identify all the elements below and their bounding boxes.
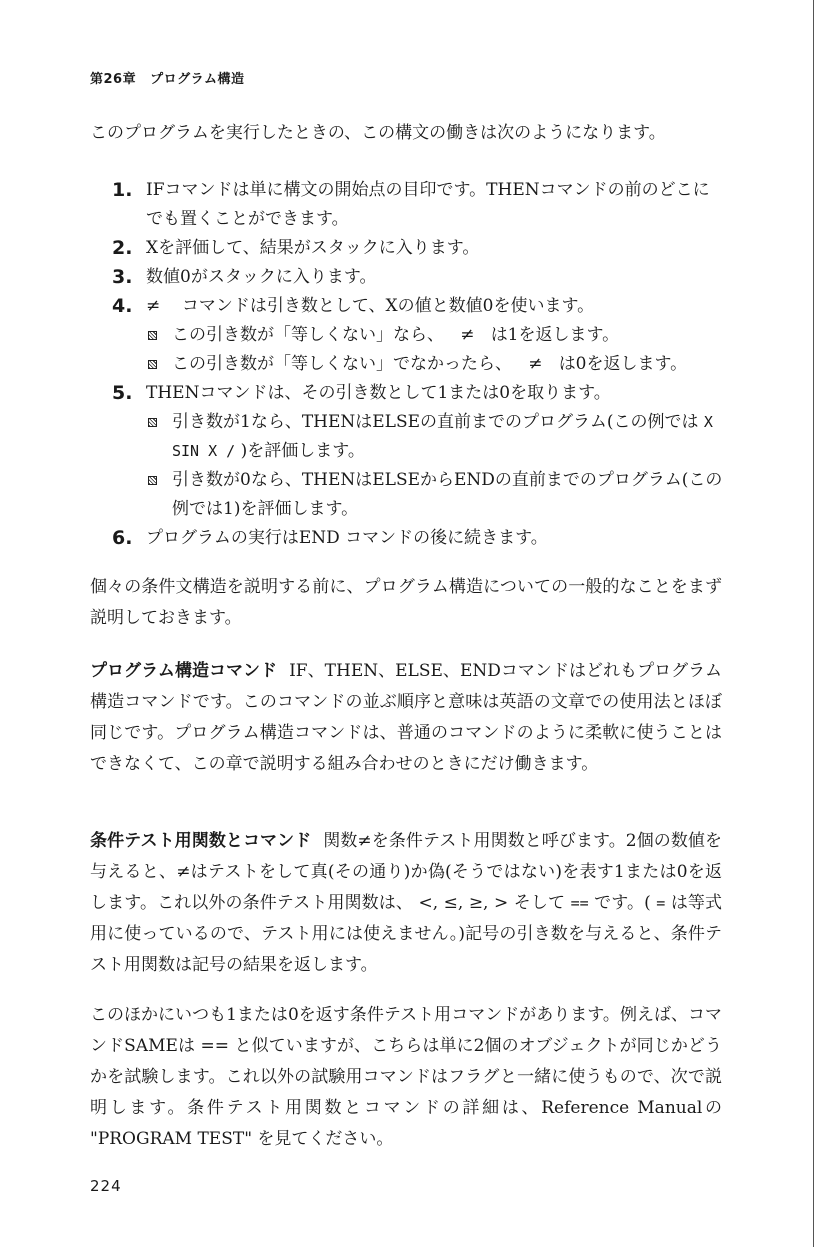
- conditional-text: は等式用に使っているので、テスト用には使えません。)記号の引き数を与えると、条件テスト用関数は記号の結果を返します。: [90, 893, 723, 975]
- bullet-icon: [148, 360, 157, 369]
- conditional-text: です。(: [594, 893, 651, 913]
- sub-item: [146, 350, 724, 379]
- step-text: 数値0がスタックに入ります。: [146, 267, 377, 287]
- step-text: THENコマンドは、その引き数として1または0を取ります。: [146, 383, 611, 403]
- step-text: Xを評価して、結果がスタックに入ります。: [146, 238, 480, 258]
- other-paragraph: このほかにいつも1または0を返す条件テスト用コマンドがあります。例えば、コマンドSAMEは == と似ていますが、こちらは単に2個のオブジェクトが同じかどうかを試験します。これ以外の試験用コマンドはフラグと一緒に使うもので、次で説明します。条件テスト用関数とコマンドの詳細は、Reference Manualの "PROGRAM TEST" を見てください。: [90, 1005, 722, 1149]
- conditional-text: そして: [513, 893, 566, 913]
- program-code: X SIN X ∕: [172, 413, 713, 460]
- general-paragraph: 個々の条件文構造を説明する前に、プログラム構造についての一般的なことをまず説明しておきます。: [90, 577, 722, 628]
- step-item: [112, 234, 724, 263]
- intro-paragraph: このプログラムを実行したときの、この構文の働きは次のようになります。: [90, 123, 666, 143]
- bullet-icon: [148, 476, 157, 485]
- step-item: [112, 379, 724, 524]
- step-text: コマンドは引き数として、Xの値と数値0を使います。: [181, 296, 595, 316]
- assignment-operator: =: [656, 894, 666, 912]
- step-number: 1.: [112, 179, 133, 201]
- chapter-title: プログラム構造: [150, 72, 245, 87]
- sub-item: [146, 321, 724, 350]
- conditional-heading: 条件テスト用関数とコマンド: [90, 831, 312, 851]
- bullet-icon: [148, 418, 157, 427]
- conditional-operators: <, ≤, ≥, >: [418, 893, 509, 913]
- step-list: [112, 176, 724, 553]
- operator-symbol: ≠: [528, 354, 543, 374]
- step-item: [112, 524, 724, 553]
- sub-text: )を評価します。: [240, 441, 365, 461]
- chapter-number: 第26章: [90, 72, 137, 87]
- step-text: プログラムの実行はEND コマンドの後に続きます。: [146, 528, 548, 548]
- sub-text: この引き数が「等しくない」でなかったら、: [172, 354, 512, 374]
- sub-text: は0を返します。: [558, 354, 688, 374]
- running-head: [90, 68, 244, 87]
- structure-paragraph: [90, 656, 722, 780]
- step-number: 6.: [112, 527, 133, 549]
- sub-item: [146, 408, 724, 466]
- conditional-paragraph: [90, 826, 722, 981]
- step-item: [112, 176, 724, 234]
- sub-text: この引き数が「等しくない」なら、: [172, 325, 444, 345]
- structure-text: IF、THEN、ELSE、ENDコマンドはどれもプログラム構造コマンドです。このコマンドの並ぶ順序と意味は英語の文章での使用法とほぼ同じです。プログラム構造コマンドは、普通のコマンドのように柔軟に使うことはできなくて、この章で説明する組み合わせのときにだけ働きます。: [90, 661, 722, 774]
- step-item: [112, 292, 724, 379]
- sub-text: は1を返します。: [490, 325, 620, 345]
- bullet-icon: [148, 331, 157, 340]
- step-item: [112, 263, 724, 292]
- page-number: 224: [90, 1177, 122, 1195]
- structure-heading: プログラム構造コマンド: [90, 661, 278, 681]
- step-text: IFコマンドは単に構文の開始点の目印です。THENコマンドの前のどこにでも置くことができます。: [146, 180, 710, 229]
- step-number: 5.: [112, 382, 133, 404]
- page-edge-line: [813, 0, 814, 1247]
- conditional-text: 関数≠を条件テスト用関数と呼びます。2個の数値を与えると、≠はテストをして真(その通り)か偽(そうではない)を表す1または0を返します。これ以外の条件テスト用関数は、: [90, 831, 722, 913]
- sub-item: [146, 466, 724, 524]
- step-number: 4.: [112, 295, 133, 317]
- step-number: 3.: [112, 266, 133, 288]
- sub-text: 引き数が1なら、THENはELSEの直前までのプログラム(この例では: [172, 412, 699, 432]
- equality-operator: ==: [570, 894, 589, 912]
- operator-symbol: ≠: [460, 325, 475, 345]
- operator-symbol: ≠: [146, 296, 161, 316]
- sub-text: 引き数が0なら、THENはELSEからENDの直前までのプログラム(この例では1)を評価します。: [172, 470, 723, 519]
- step-number: 2.: [112, 237, 133, 259]
